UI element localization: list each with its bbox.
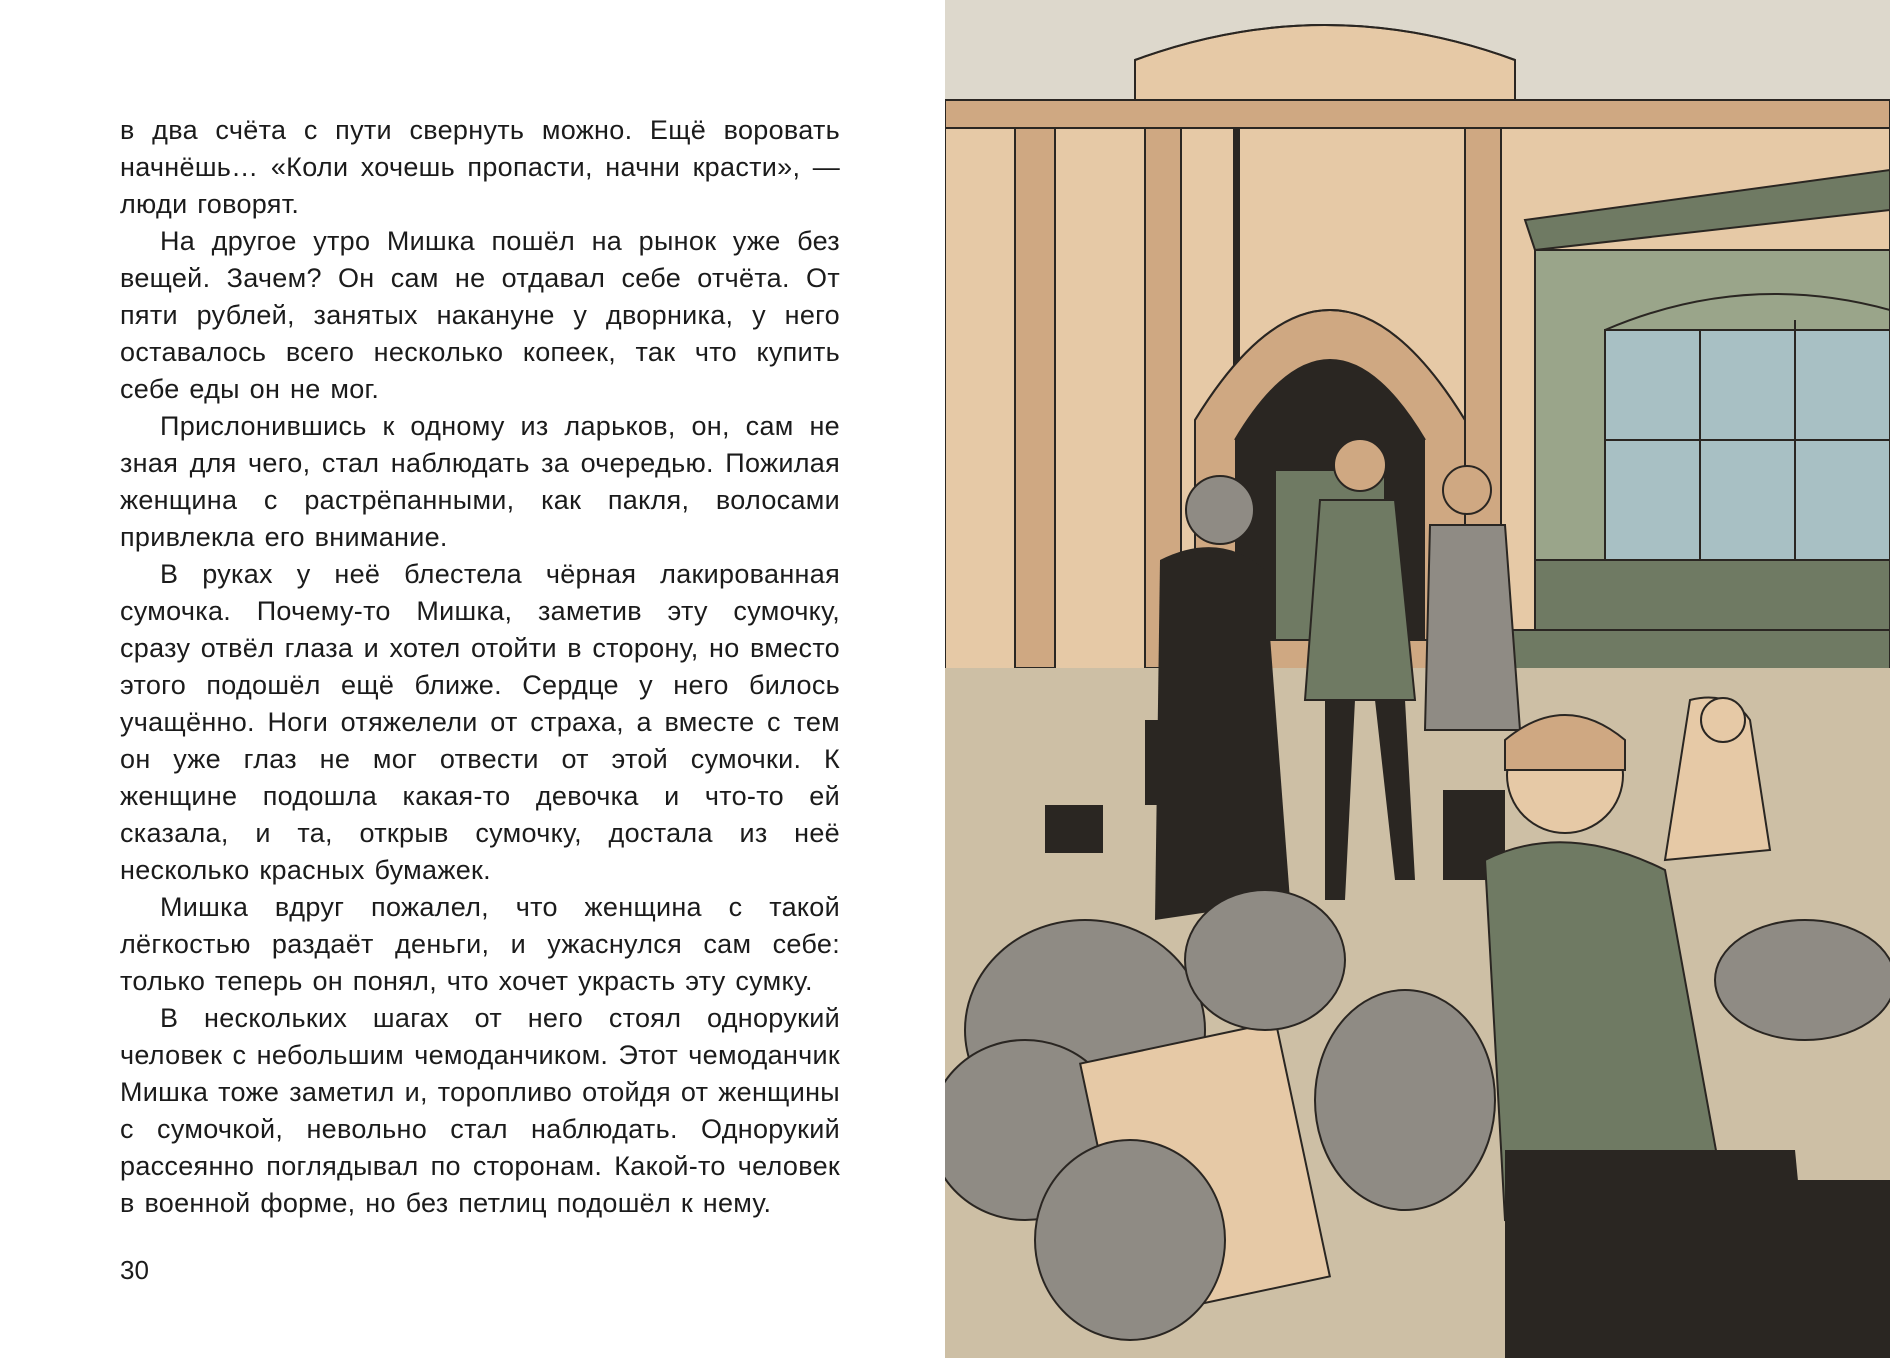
- paragraph: Мишка вдруг пожалел, что женщина с такой лёгкостью раздаёт деньги, и ужаснулся сам себе: только теперь он понял, что хочет украсть эту сумку.: [120, 892, 840, 996]
- page-number: 30: [120, 1255, 149, 1285]
- cornice: [945, 100, 1890, 128]
- paragraph: Прислонившись к одному из ларьков, он, сам не зная для чего, стал наблюдать за очередью. Пожилая женщина с растрёпанными, как пакля, волосами привлекла его внимание.: [120, 411, 840, 552]
- shoulder-bag: [1145, 720, 1215, 805]
- illustration-page: [945, 0, 1890, 1358]
- body-text: [120, 112, 840, 1222]
- paragraph: В руках у неё блестела чёрная лакированная сумочка. Почему-то Мишка, заметив эту сумочку, сразу отвёл глаза и хотел отойти в сторону, но вместо этого подошёл ещё ближе. Сердце у него билось учащённо. Ноги отяжелели от страха, а вместе с тем он уже глаз не мог отвести от этой сумочки. К женщине подошла какая-то девочка и что-то ей сказала, и та, открыв сумочку, достала из неё несколько красных бумажек.: [120, 559, 840, 885]
- paragraph: В нескольких шагах от него стоял однорукий человек с небольшим чемоданчиком. Этот чемоданчик Мишка тоже заметил и, торопливо отойдя от женщины с сумочкой, невольно стал наблюдать. Однорукий рассеянно поглядывал по сторонам. Какой-то человек в военной форме, но без петлиц подошёл к нему.: [120, 1003, 840, 1218]
- handbag: [1045, 805, 1103, 853]
- station-scene-illustration: [945, 0, 1890, 1358]
- kiosk-window: [1605, 330, 1890, 560]
- boy-trunk: [1705, 1180, 1890, 1358]
- pilaster-left: [1015, 128, 1055, 668]
- paragraph: в два счёта с пути свернуть можно. Ещё воровать начнёшь… «Коли хочешь пропасти, начни красти», — люди говорят.: [120, 115, 840, 219]
- paragraph: На другое утро Мишка пошёл на рынок уже без вещей. Зачем? Он сам не отдавал себе отчёта. От пяти рублей, занятых накануне у дворника, у него оставалось всего несколько копеек, так что купить себе еды он не мог.: [120, 226, 840, 404]
